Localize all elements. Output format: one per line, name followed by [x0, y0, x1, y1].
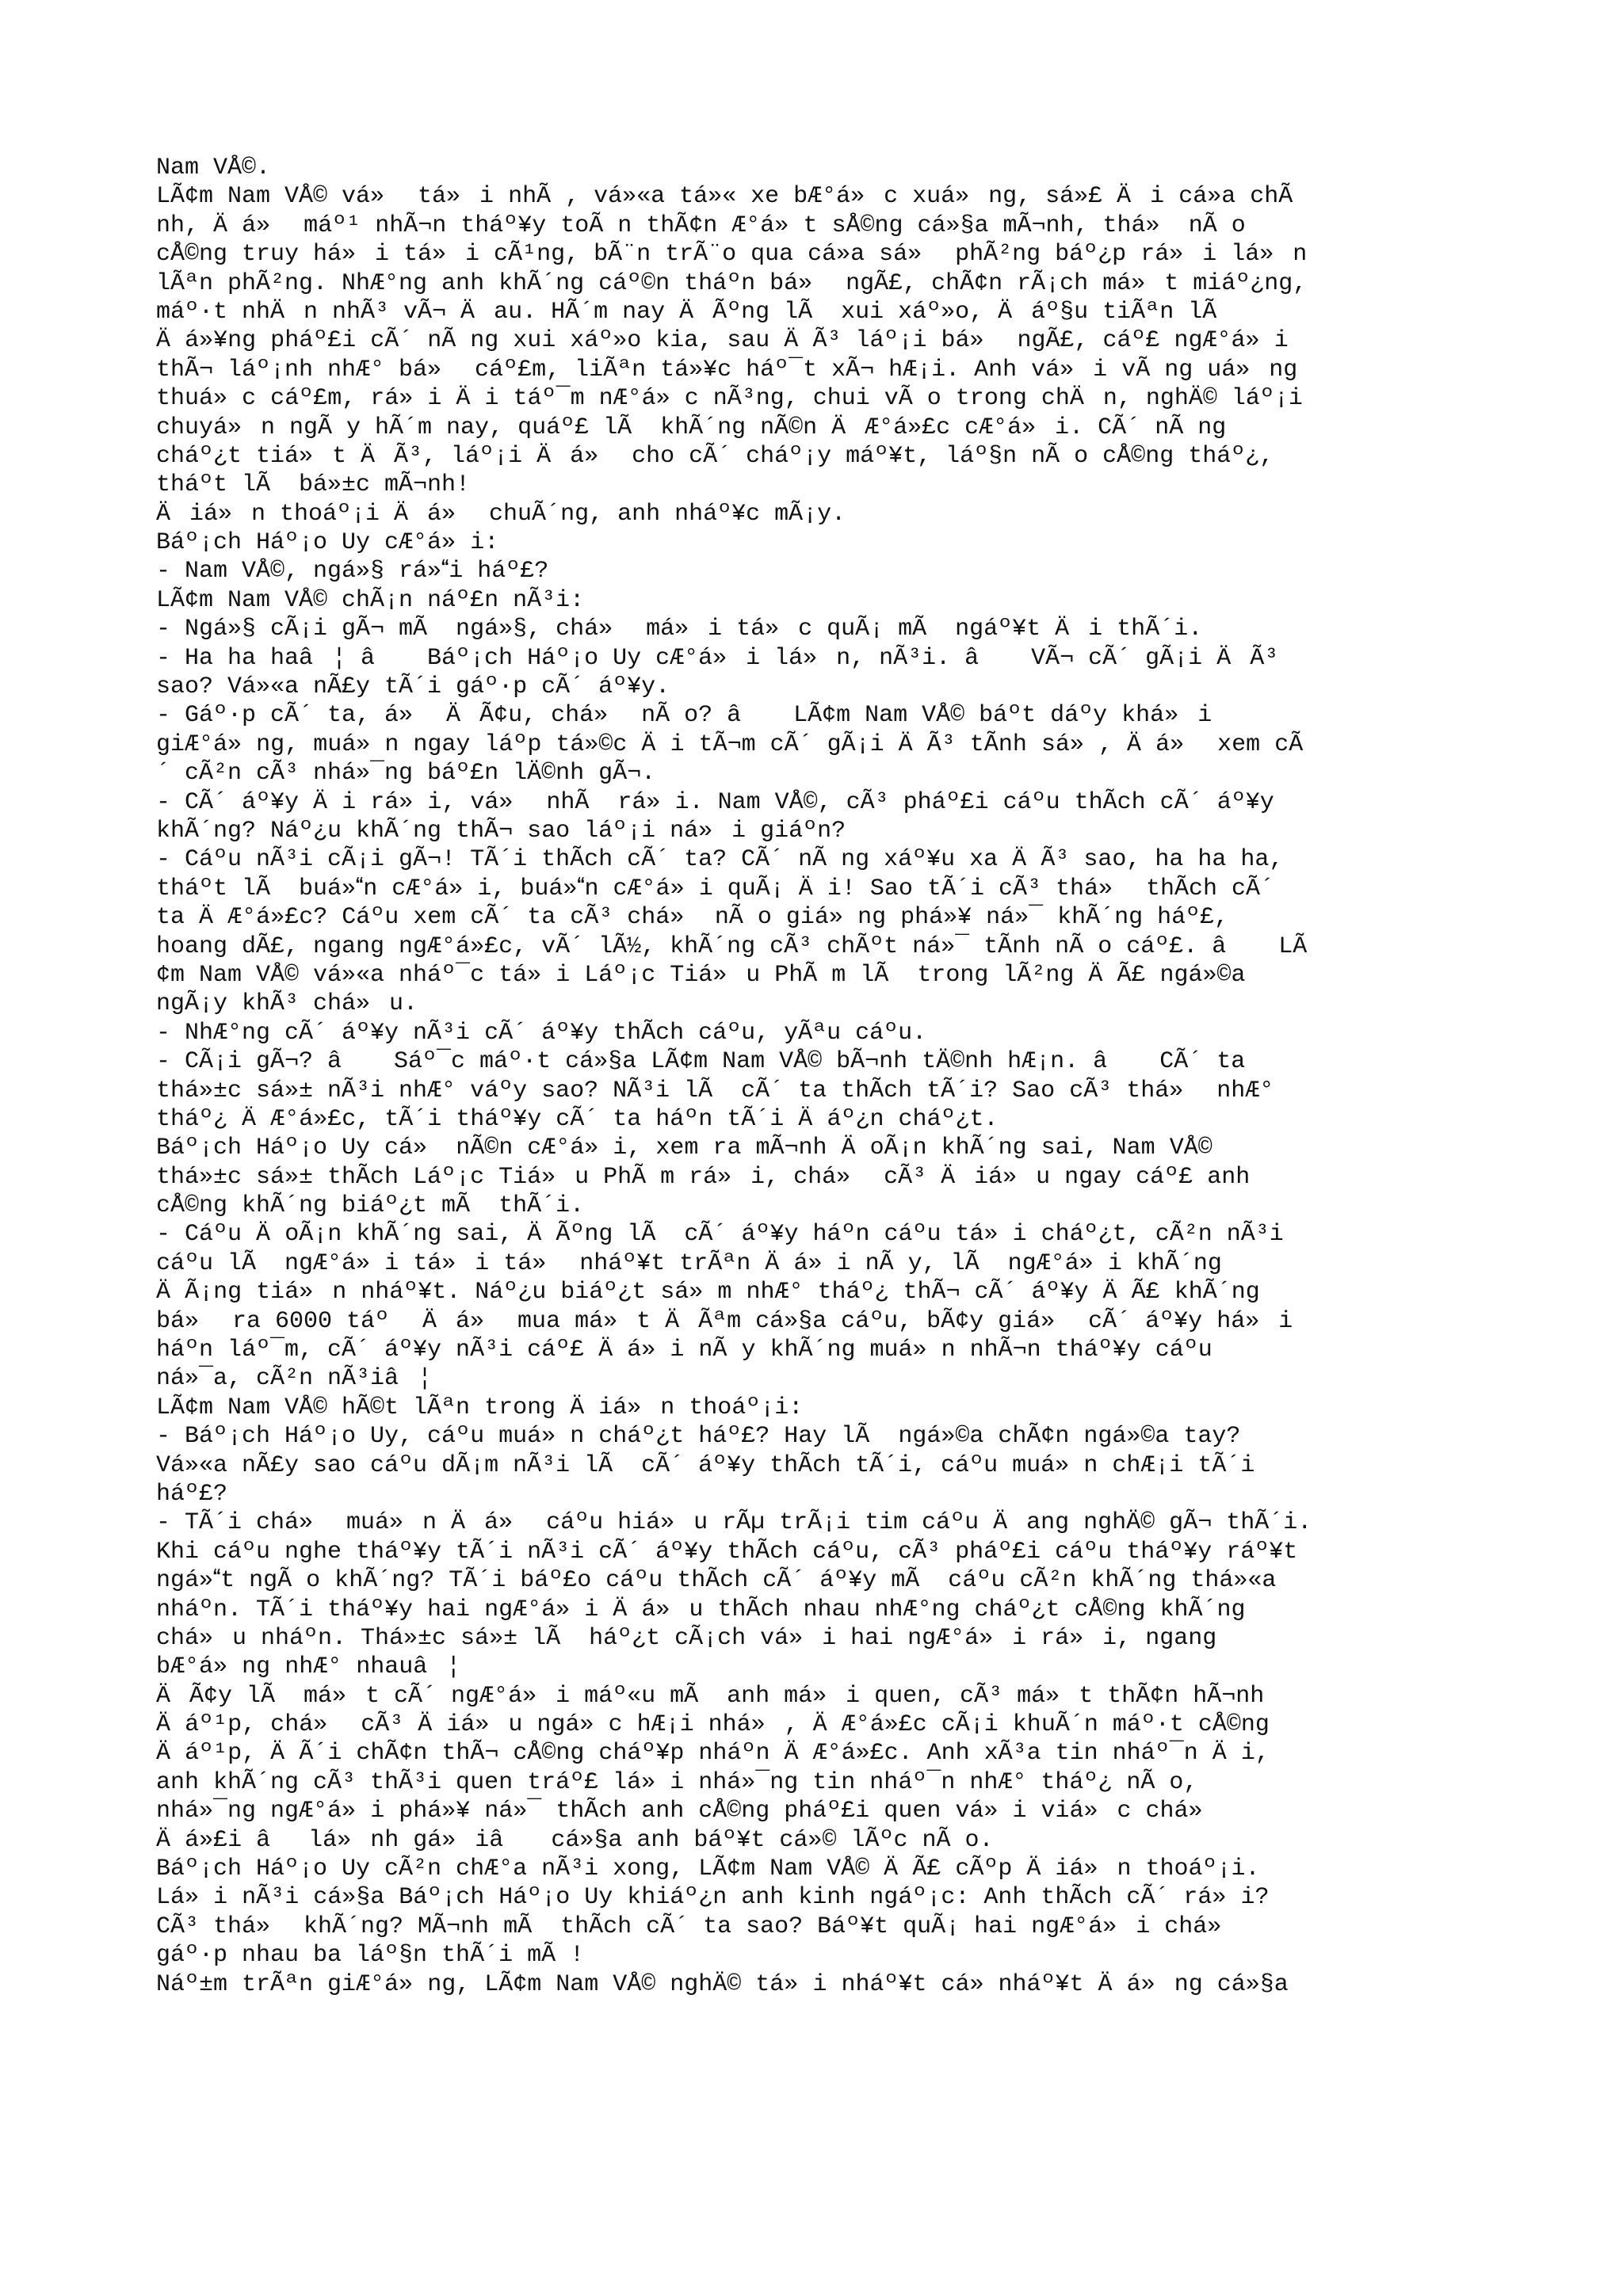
- text-line: - TÃ´i chá» muá»n Äá» cáºu hiá»u rÃµ trÃ¡i tim cáºu Äang nghÄ© gÃ¬ thÃ´i.: [156, 1509, 1312, 1537]
- text-line: - NhÆ°ng cÃ´ áº¥y nÃ³i cÃ´ áº¥y thÃch cáºu, yÃªu cáºu.: [156, 1019, 927, 1047]
- text-line: hoang dÃ£, ngang ngÆ°á»£c, vÃ´ lÃ½, khÃ´ng cÃ³ chÃºt ná»¯ tÃnh nÃ o cáº£. â LÃ: [156, 933, 1308, 960]
- text-line: bÆ°á»ng nhÆ° nhauâ¦: [156, 1653, 461, 1681]
- text-line: - Gáº·p cÃ´ ta, á» ÄÃ¢u, chá» nÃ o? â LÃ¢m Nam VÅ© báºt dáºy khá»i: [156, 702, 1212, 730]
- text-line: khÃ´ng? Náº¿u khÃ´ng thÃ¬ sao láº¡i ná»i giáºn?: [156, 817, 846, 845]
- text-line: - Ha ha haâ¦ â Báº¡ch Háº¡o Uy cÆ°á»i lá»n, nÃ³i. â VÃ¬ cÃ´ gÃ¡i ÄÃ³: [156, 644, 1279, 672]
- text-line: Báº¡ch Háº¡o Uy cá» nÃ©n cÆ°á»i, xem ra mÃ¬nh ÄoÃ¡n khÃ´ng sai, Nam VÅ©: [156, 1135, 1212, 1162]
- text-line: cÅ©ng truy há»i tá»i cÃ¹ng, bÃ¨n trÃ¨o qua cá»a sá» phÃ²ng báº¿p rá»i lá»n: [156, 241, 1308, 269]
- text-line: nh, Äá» máº¹ nhÃ¬n tháº¥y toÃ n thÃ¢n Æ°á»t sÅ©ng cá»§a mÃ¬nh, thá» nÃ o: [156, 212, 1246, 239]
- text-line: lÃªn phÃ²ng. NhÆ°ng anh khÃ´ng cáº©n tháºn bá» ngÃ£, chÃ¢n rÃ¡ch má»t miáº¿ng,: [156, 269, 1308, 297]
- text-line: Nam VÅ©.: [156, 154, 271, 181]
- text-line: cháº¿t tiá»t ÄÃ³, láº¡i Äá» cho cÃ´ cháº¡y máº¥t, láº§n nÃ o cÅ©ng tháº¿,: [156, 442, 1274, 470]
- text-line: ná»¯a, cÃ²n nÃ³iâ¦: [156, 1365, 433, 1393]
- text-line: chá»u nháºn. Thá»±c sá»± lÃ háº¿t cÃ¡ch vá»i hai ngÆ°á»i rá»i, ngang: [156, 1624, 1217, 1652]
- text-line: - Cáºu nÃ³i cÃ¡i gÃ¬! TÃ´i thÃch cÃ´ ta? CÃ´ nÃ ng xáº¥u xa ÄÃ³ sao, ha ha ha,: [156, 846, 1284, 874]
- text-line: máº·t nhÄn nhÃ³ vÃ¬ Äau. HÃ´m nay ÄÃºng lÃ xui xáº»o, Äáº§u tiÃªn lÃ: [156, 298, 1232, 326]
- text-line: ngá»t ngÃ o khÃ´ng? TÃ´i báº£o cáºu thÃch cÃ´ áº¥y mÃ cáºu cÃ²n khÃ´ng thá»«a: [156, 1567, 1277, 1595]
- text-line: Khi cáºu nghe tháº¥y tÃ´i nÃ³i cÃ´ áº¥y thÃch cáºu, cÃ³ pháº£i cáºu tháº¥y ráº¥t: [156, 1538, 1298, 1566]
- text-line: Lá»i nÃ³i cá»§a Báº¡ch Háº¡o Uy khiáº¿n anh kinh ngáº¡c: Anh thÃch cÃ´ rá»i?: [156, 1884, 1270, 1912]
- text-line: Äáº¹p, chá» cÃ³ Äiá»u ngá»c hÆ¡i nhá», ÄÆ°á»£c cÃ¡i khuÃ´n máº·t cÅ©ng: [156, 1711, 1270, 1739]
- text-line: thÃ¬ láº¡nh nhÆ° bá» cáº£m, liÃªn tá»¥c háº¯t xÃ¬ hÆ¡i. Anh vá»i vÃ ng uá»ng: [156, 356, 1298, 383]
- text-line: - CÃ¡i gÃ¬? â Sáº¯c máº·t cá»§a LÃ¢m Nam VÅ© bÃ¬nh tÄ©nh hÆ¡n. â CÃ´ ta: [156, 1048, 1246, 1076]
- text-line: ÄÃ¡ng tiá»n nháº¥t. Náº¿u biáº¿t sá»m nhÆ° tháº¿ thÃ¬ cÃ´ áº¥y ÄÃ£ khÃ´ng: [156, 1279, 1260, 1306]
- text-line: Äá»£i âlá»nh gá»iâ cá»§a anh báº¥t cá»© lÃºc nÃ o.: [156, 1826, 994, 1854]
- document-body: [156, 154, 1503, 1999]
- text-line: gáº·p nhau ba láº§n thÃ´i mÃ !: [156, 1942, 585, 1970]
- text-line: tháºt lÃ bá»±c mÃ¬nh!: [156, 471, 471, 499]
- text-line: Äá»¥ng pháº£i cÃ´ nÃ ng xui xáº»o kia, sau ÄÃ³ láº¡i bá» ngÃ£, cáº£ ngÆ°á»i: [156, 327, 1289, 355]
- text-line: ngÃ¡y khÃ³ chá»u.: [156, 990, 418, 1018]
- text-line: nháºn. TÃ´i tháº¥y hai ngÆ°á»i Äá»u thÃch nhau nhÆ°ng cháº¿t cÅ©ng khÃ´ng: [156, 1596, 1246, 1623]
- text-line: CÃ³ thá» khÃ´ng? MÃ¬nh mÃ thÃch cÃ´ ta sao? Báº¥t quÃ¡ hai ngÆ°á»i chá»: [156, 1913, 1241, 1940]
- text-line: - CÃ´ áº¥y Äi rá»i, vá» nhÃ rá»i. Nam VÅ©, cÃ³ pháº£i cáºu thÃch cÃ´ áº¥y: [156, 788, 1274, 816]
- text-line: - Báº¡ch Háº¡o Uy, cáºu muá»n cháº¿t háº£? Hay lÃ ngá»©a chÃ¢n ngá»©a tay?: [156, 1423, 1241, 1451]
- text-line: ´ cÃ²n cÃ³ nhá»¯ng báº£n lÄ©nh gÃ¬.: [156, 760, 656, 788]
- text-line: bá» ra 6000 táº Äá» mua má»t ÄÃªm cá»§a cáºu, bÃ¢y giá» cÃ´ áº¥y há»i: [156, 1307, 1293, 1335]
- text-line: tháºt lÃ buá»n cÆ°á»i, buá»n cÆ°á»i quÃ¡ Äi! Sao tÃ´i cÃ³ thá» thÃch cÃ´: [156, 875, 1275, 902]
- text-line: ÄÃ¢y lÃ má»t cÃ´ ngÆ°á»i máº«u mÃ anh má»i quen, cÃ³ má»t thÃ¢n hÃ¬nh: [156, 1682, 1265, 1710]
- text-line: cáºu lÃ ngÆ°á»i tá»i tá» nháº¥t trÃªn Äá»i nÃ y, lÃ ngÆ°á»i khÃ´ng: [156, 1249, 1222, 1277]
- text-line: ta ÄÆ°á»£c? Cáºu xem cÃ´ ta cÃ³ chá» nÃ o giá»ng phá»¥ ná»¯ khÃ´ng háº£,: [156, 904, 1229, 932]
- text-line: thá»±c sá»± nÃ³i nhÆ° váºy sao? NÃ³i lÃ cÃ´ ta thÃch tÃ´i? Sao cÃ³ thá» nhÆ°: [156, 1077, 1274, 1104]
- text-line: - Nam VÅ©, ngá»§ rá»i háº£?: [156, 558, 549, 585]
- text-line: háºn láº¯m, cÃ´ áº¥y nÃ³i cáº£ Äá»i nÃ y khÃ´ng muá»n nhÃ¬n tháº¥y cáºu: [156, 1337, 1212, 1364]
- text-line: Náº±m trÃªn giÆ°á»ng, LÃ¢m Nam VÅ© nghÄ© tá»i nháº¥t cá» nháº¥t Äá»ng cá»§a: [156, 1970, 1289, 1998]
- text-line: ¢m Nam VÅ© vá»«a nháº¯c tá»i Láº¡c Tiá»u PhÃ m lÃ trong lÃ²ng ÄÃ£ ngá»©a: [156, 961, 1246, 989]
- text-line: giÆ°á»ng, muá»n ngay láºp tá»©c Äi tÃ¬m cÃ´ gÃ¡i ÄÃ³ tÃnh sá», Äá» xem cÃ: [156, 730, 1304, 758]
- text-line: LÃ¢m Nam VÅ© vá» tá»i nhÃ , vá»«a tá»« xe bÆ°á»c xuá»ng, sá»£ Äi cá»a chÃ: [156, 183, 1293, 211]
- text-line: sao? Vá»«a nÃ£y tÃ´i gáº·p cÃ´ áº¥y.: [156, 673, 670, 701]
- text-line: nhá»¯ng ngÆ°á»i phá»¥ ná»¯ thÃch anh cÅ©ng pháº£i quen vá»i viá»c chá»: [156, 1798, 1217, 1825]
- text-line: chuyá»n ngÃ y hÃ´m nay, quáº£ lÃ khÃ´ng nÃ©n ÄÆ°á»£c cÆ°á»i. CÃ´ nÃ ng: [156, 414, 1227, 441]
- text-line: Äáº¹p, ÄÃ´i chÃ¢n thÃ¬ cÅ©ng cháº¥p nháºn ÄÆ°á»£c. Anh xÃ³a tin nháº¯n Äi,: [156, 1740, 1270, 1768]
- text-line: thuá»c cáº£m, rá»i Äi táº¯m nÆ°á»c nÃ³ng, chui vÃ o trong chÄn, nghÄ© láº¡i: [156, 385, 1303, 413]
- text-line: - Ngá»§ cÃ¡i gÃ¬ mÃ ngá»§, chá» má»i tá»c quÃ¡ mÃ ngáº¥t Äi thÃ´i.: [156, 616, 1203, 643]
- text-line: Vá»«a nÃ£y sao cáºu dÃ¡m nÃ³i lÃ cÃ´ áº¥y thÃch tÃ´i, cáºu muá»n chÆ¡i tÃ´i: [156, 1451, 1255, 1479]
- text-line: tháº¿ ÄÆ°á»£c, tÃ´i tháº¥y cÃ´ ta háºn tÃ´i Äáº¿n cháº¿t.: [156, 1105, 999, 1133]
- text-line: háº£?: [156, 1480, 228, 1508]
- text-line: LÃ¢m Nam VÅ© chÃ¡n náº£n nÃ³i:: [156, 586, 585, 614]
- text-line: - Cáºu ÄoÃ¡n khÃ´ng sai, ÄÃºng lÃ cÃ´ áº¥y háºn cáºu tá»i cháº¿t, cÃ²n nÃ³i: [156, 1221, 1284, 1249]
- text-line: anh khÃ´ng cÃ³ thÃ³i quen tráº£ lá»i nhá»¯ng tin nháº¯n nhÆ° tháº¿ nÃ o,: [156, 1768, 1198, 1796]
- text-line: Báº¡ch Háº¡o Uy cÆ°á»i:: [156, 529, 499, 557]
- text-line: Báº¡ch Háº¡o Uy cÃ²n chÆ°a nÃ³i xong, LÃ¢m Nam VÅ© ÄÃ£ cÃºp Äiá»n thoáº¡i.: [156, 1855, 1260, 1883]
- text-line: LÃ¢m Nam VÅ© hÃ©t lÃªn trong Äiá»n thoáº¡i:: [156, 1394, 804, 1421]
- text-line: Äiá»n thoáº¡i Äá» chuÃ´ng, anh nháº¥c mÃ¡y.: [156, 500, 846, 528]
- text-line: cÅ©ng khÃ´ng biáº¿t mÃ thÃ´i.: [156, 1192, 585, 1220]
- text-line: thá»±c sá»± thÃch Láº¡c Tiá»u PhÃ m rá»i, chá» cÃ³ Äiá»u ngay cáº£ anh: [156, 1163, 1251, 1191]
